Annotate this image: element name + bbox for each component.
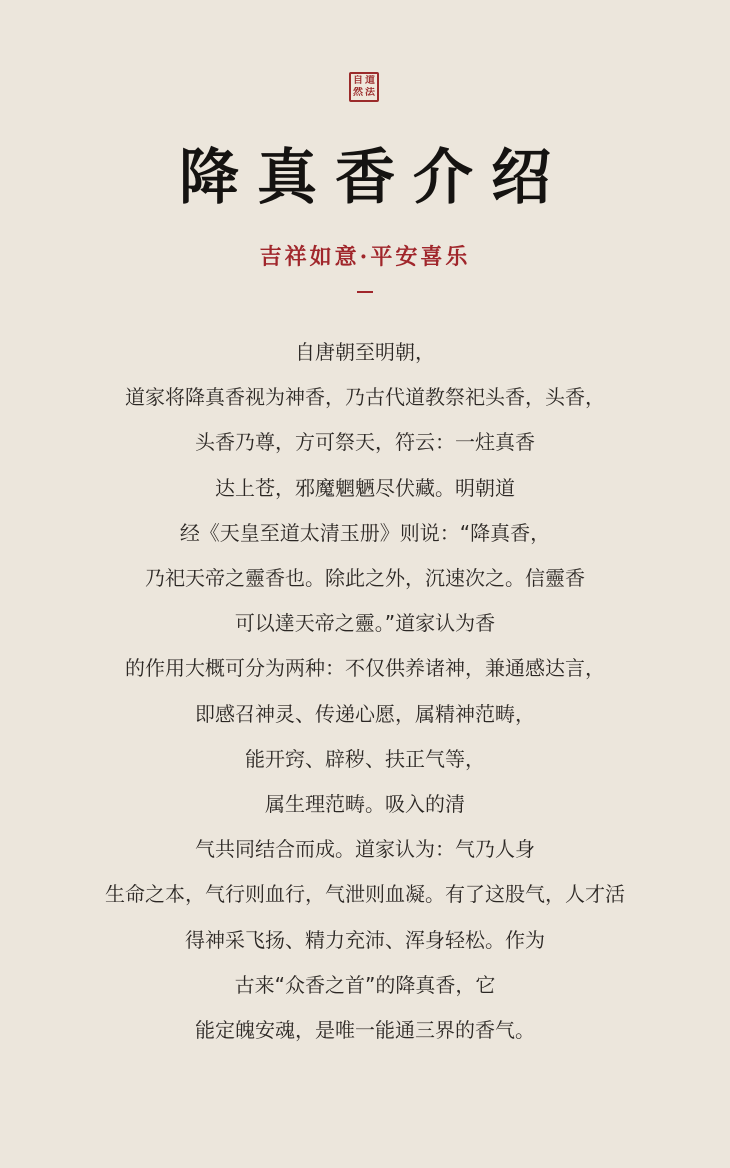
seal-char: 自: [353, 75, 363, 86]
text-line: 可以達天帝之靈。”道家认为香: [234, 611, 496, 636]
page-title: 降真香介绍: [179, 143, 569, 213]
text-line: 得神采飞扬、精力充沛、浑身轻松。作为: [185, 927, 545, 952]
text-line: 生命之本，气行则血行，气泄则血凝。有了这股气，人才活: [105, 882, 625, 907]
text-line: 自唐朝至明朝，: [295, 340, 435, 364]
text-line: 属生理范畴。吸入的清: [265, 792, 465, 817]
page-subtitle: 吉祥如意·平安喜乐: [259, 244, 471, 270]
text-line: 头香乃尊，方可祭天，符云：一炷真香: [195, 430, 535, 455]
text-line: 经《天皇至道太清玉册》则说：“降真香，: [179, 520, 551, 545]
seal-char: 法: [365, 87, 375, 98]
seal-char: 然: [353, 87, 363, 98]
seal-stamp: [349, 72, 379, 102]
text-line: 即感召神灵、传递心愿，属精神范畴，: [195, 701, 535, 726]
title-divider: [357, 291, 373, 293]
seal-char: 道: [365, 75, 375, 86]
body-text: [20, 330, 710, 1053]
text-line: 的作用大概可分为两种：不仅供养诸神，兼通感达言，: [125, 656, 605, 681]
text-line: 乃祀天帝之靈香也。除此之外，沉速次之。信靈香: [145, 566, 585, 591]
text-line: 道家将降真香视为神香，乃古代道教祭祀头香，头香，: [125, 385, 605, 410]
text-line: 古来“众香之首”的降真香，它: [234, 972, 496, 997]
text-line: 气共同结合而成。道家认为：气乃人身: [195, 837, 535, 862]
text-line: 能定魄安魂，是唯一能通三界的香气。: [195, 1018, 535, 1043]
text-line: 达上苍，邪魔魍魉尽伏藏。明朝道: [215, 475, 515, 500]
text-line: 能开窍、辟秽、扶正气等，: [245, 746, 485, 771]
